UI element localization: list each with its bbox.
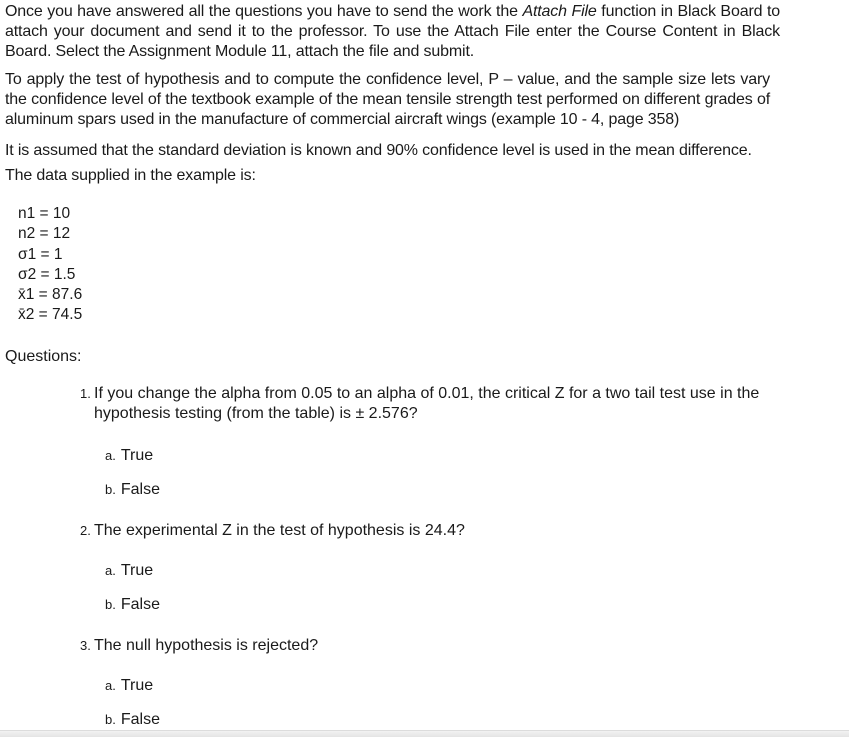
question-1-option-a[interactable] — [105, 447, 153, 465]
question-2-option-b[interactable] — [105, 596, 160, 614]
instructions-text-b: function in Black Board to attach your document and send it to the professor. To use the Attach File enter the Course Content in Black Board. Select the Assignment Module 11, attach the file and submit. — [5, 3, 781, 60]
option-label: True — [120, 562, 154, 579]
option-letter: a. — [105, 678, 116, 693]
question-number: 1. — [80, 386, 91, 401]
option-letter: b. — [105, 712, 116, 727]
question-3-option-b[interactable] — [105, 711, 160, 729]
question-text: The null hypothesis is rejected? — [94, 637, 319, 654]
option-label: True — [120, 677, 154, 694]
option-letter: b. — [105, 482, 116, 497]
option-letter: a. — [105, 448, 116, 463]
option-label: False — [120, 481, 160, 498]
question-3-option-a[interactable] — [105, 677, 153, 695]
instructions-text-a: Once you have answered all the questions you have to send the work the — [5, 3, 523, 20]
option-label: False — [120, 596, 160, 613]
question-text-continued: hypothesis testing (from the table) is ± 2.576? — [94, 405, 418, 422]
attach-file-emphasis: Attach File — [522, 3, 597, 20]
horizontal-scrollbar-track[interactable] — [0, 730, 849, 737]
question-number: 2. — [80, 523, 91, 538]
assumption-paragraph: It is assumed that the standard deviation is known and 90% confidence level is used in the mean difference. — [5, 142, 752, 159]
instructions-paragraph — [5, 2, 780, 62]
question-2-option-a[interactable] — [105, 562, 153, 580]
questions-heading: Questions: — [5, 348, 82, 365]
question-text: If you change the alpha from 0.05 to an alpha of 0.01, the critical Z for a two tail test use in the — [94, 385, 760, 402]
option-letter: b. — [105, 597, 116, 612]
option-label: False — [120, 711, 160, 728]
variable-n1: n1 = 10 — [18, 205, 71, 222]
question-1 — [80, 384, 780, 424]
option-label: True — [120, 447, 154, 464]
question-1-option-b[interactable] — [105, 481, 160, 499]
question-3 — [80, 636, 780, 656]
question-text: The experimental Z in the test of hypothesis is 24.4? — [94, 522, 465, 539]
variable-xbar1: x̄1 = 87.6 — [18, 286, 83, 304]
variable-n2: n2 = 12 — [18, 225, 71, 243]
option-letter: a. — [105, 563, 116, 578]
question-number: 3. — [80, 638, 91, 653]
example-data-list — [18, 204, 82, 326]
data-intro-paragraph: The data supplied in the example is: — [5, 167, 256, 184]
question-2 — [80, 521, 780, 541]
variable-sigma2: σ2 = 1.5 — [18, 265, 76, 283]
variable-sigma1: σ1 = 1 — [18, 245, 63, 263]
context-paragraph: To apply the test of hypothesis and to compute the confidence level, P – value, and the sample size lets vary the confidence level of the textbook example of the mean tensile strength test performed on different grades of aluminum spars used in the manufacture of commercial aircraft wings (example 10 - 4, page 358) — [5, 71, 770, 128]
variable-xbar2: x̄2 = 74.5 — [18, 306, 83, 324]
